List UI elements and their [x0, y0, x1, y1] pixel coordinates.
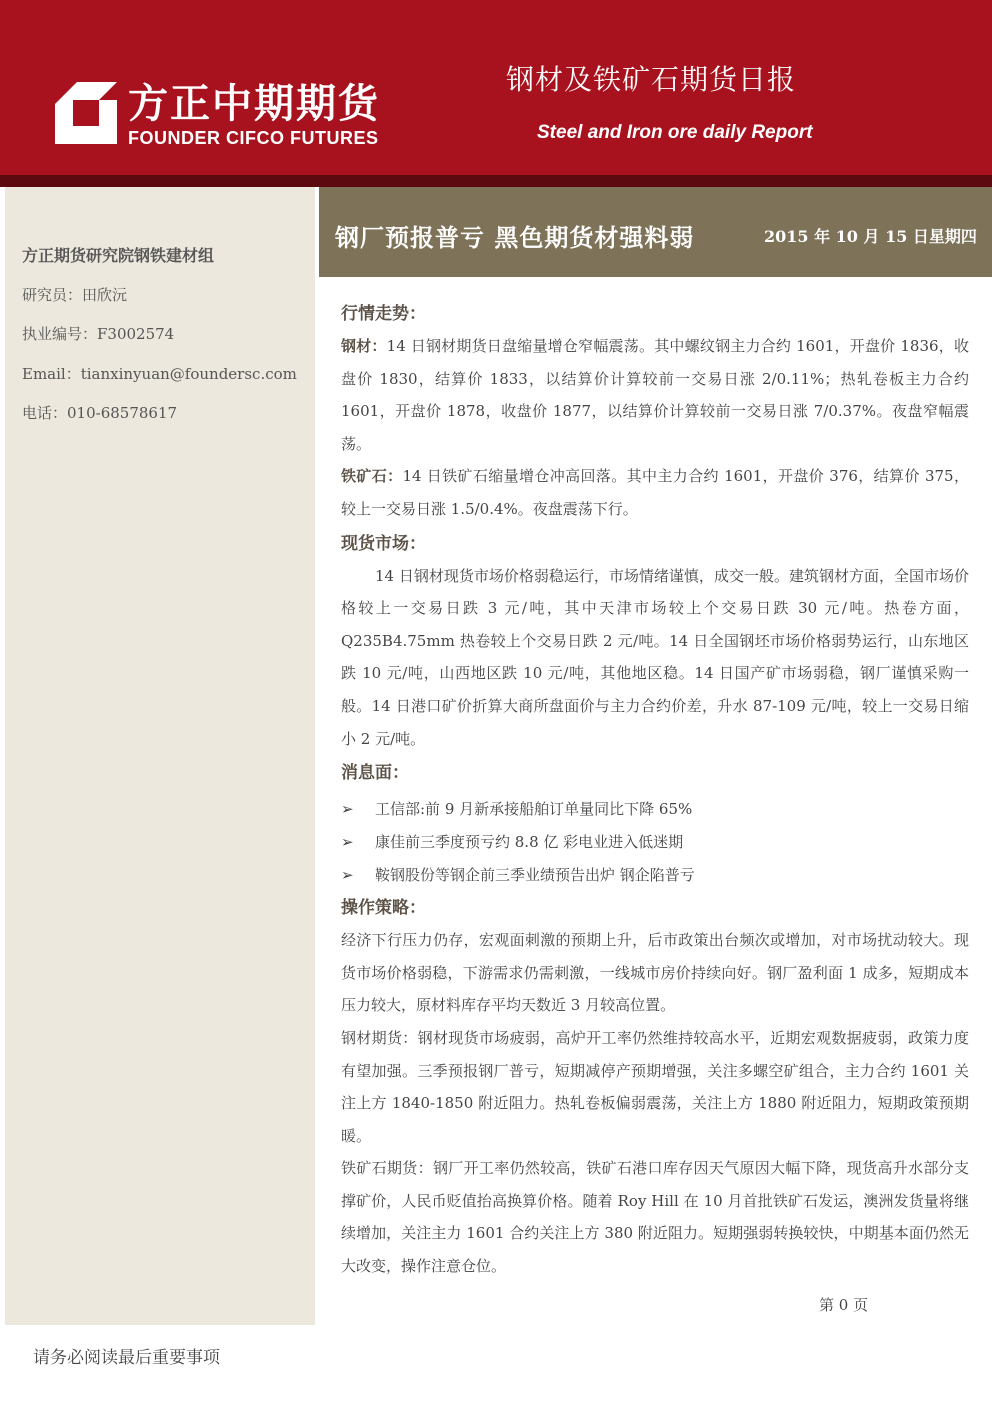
sidebar-org: 方正期货研究院钢铁建材组 — [22, 246, 215, 265]
steel-lead: 钢材： — [341, 337, 387, 355]
main-content — [341, 298, 969, 1283]
page-number: 第 0 页 — [819, 1296, 869, 1314]
spot-paragraph: 14 日钢材现货市场价格弱稳运行，市场情绪谨慎，成交一般。建筑钢材方面，全国市场价格较上一交易日跌 3 元/吨，其中天津市场较上个交易日跌 30 元/吨。热卷方面，Q235B4.75mm 热卷较上个交易日跌 2 元/吨。14 日全国钢坯市场价格弱势运行，山东地区跌 10 元/吨，山西地区跌 10 元/吨，其他地区稳。14 日国产矿市场弱稳，钢厂谨慎采购一般。14 日港口矿价折算大商所盘面价与主力合约价差，升水 87-109 元/吨，较上一交易日缩小 2 元/吨。 — [341, 566, 969, 748]
news-list — [341, 793, 969, 892]
market-heading: 行情走势： — [341, 304, 426, 324]
ore-lead: 铁矿石： — [341, 467, 403, 486]
strategy-paragraph-2: 钢材期货：钢材现货市场疲弱，高炉开工率仍然维持较高水平，近期宏观数据疲弱，政策力度有望加强。三季预报钢厂普亏，短期减停产预期增强，关注多螺空矿组合，主力合约 1601 关注上方 1840-1850 附近阻力。热轧卷板偏弱震荡，关注上方 1880 附近阻力，短期政策预期暖。 — [341, 1028, 969, 1145]
sidebar-researcher: 研究员：田欣沅 — [22, 286, 128, 304]
news-item: ➢ 鞍钢股份等钢企前三季业绩预告出炉 钢企陷普亏 — [341, 859, 969, 892]
news-heading: 消息面： — [341, 763, 409, 784]
banner-title: 钢厂预报普亏 黑色期货材强料弱 — [335, 224, 695, 252]
ore-text: 14 日铁矿石缩量增仓冲高回落。其中主力合约 1601，开盘价 376，结算价 375，较上一交易日涨 1.5/0.4%。夜盘震荡下行。 — [341, 467, 969, 518]
arrow-bullet-icon: ➢ — [341, 833, 354, 852]
founder-logo-icon — [55, 82, 117, 144]
strategy-paragraph-3: 铁矿石期货：钢厂开工率仍然较高，铁矿石港口库存因天气原因大幅下降，现货高升水部分支撑矿价，人民币贬值抬高换算价格。随着 Roy Hill 在 10 月首批铁矿石发运，澳洲发货量将继续增加，关注主力 1601 合约关注上方 380 附近阻力。短期强弱转换较快，中期基本面仍然无大改变，操作注意仓位。 — [341, 1159, 969, 1276]
arrow-bullet-icon: ➢ — [341, 800, 354, 819]
steel-paragraph — [341, 330, 969, 460]
arrow-bullet-icon: ➢ — [341, 866, 354, 885]
sidebar-phone: 电话：010-68578617 — [22, 404, 178, 422]
strategy-paragraph-1: 经济下行压力仍存，宏观面刺激的预期上升，后市政策出台频次或增加，对市场扰动较大。现货市场价格弱稳，下游需求仍需刺激，一线城市房价持续向好。钢厂盈利面 1 成多，短期成本压力较大，原材料库存平均天数近 3 月较高位置。 — [341, 931, 969, 1015]
footer-note: 请务必阅读最后重要事项 — [33, 1348, 220, 1368]
company-name-cn: 方正中期期货 — [128, 81, 380, 127]
news-item: ➢ 康佳前三季度预亏约 8.8 亿 彩电业进入低迷期 — [341, 826, 969, 859]
header-bottom-stripe — [0, 175, 992, 187]
spot-heading: 现货市场： — [341, 533, 426, 554]
sidebar-email[interactable]: Email：tianxinyuan@foundersc.com — [22, 365, 297, 383]
banner-date: 2015 年 10 月 15 日星期四 — [764, 227, 977, 246]
strategy-heading: 操作策略： — [341, 898, 426, 919]
sidebar-license: 执业编号：F3002574 — [22, 325, 175, 343]
ore-paragraph — [341, 460, 969, 525]
sidebar — [5, 187, 315, 1325]
company-name-en: FOUNDER CIFCO FUTURES — [128, 128, 379, 148]
report-title: 钢材及铁矿石期货日报 — [506, 63, 797, 96]
report-subtitle: Steel and Iron ore daily Report — [537, 122, 813, 143]
steel-text: 14 日钢材期货日盘缩量增仓窄幅震荡。其中螺纹钢主力合约 1601，开盘价 1836，收盘价 1830，结算价 1833，以结算价计算较前一交易日涨 2/0.11%；热轧卷板主力合约 1601，开盘价 1878，收盘价 1877，以结算价计算较前一交易日涨 7/0.37%。夜盘窄幅震荡。 — [341, 337, 969, 453]
news-item: ➢ 工信部:前 9 月新承接船舶订单量同比下降 65% — [341, 793, 969, 826]
